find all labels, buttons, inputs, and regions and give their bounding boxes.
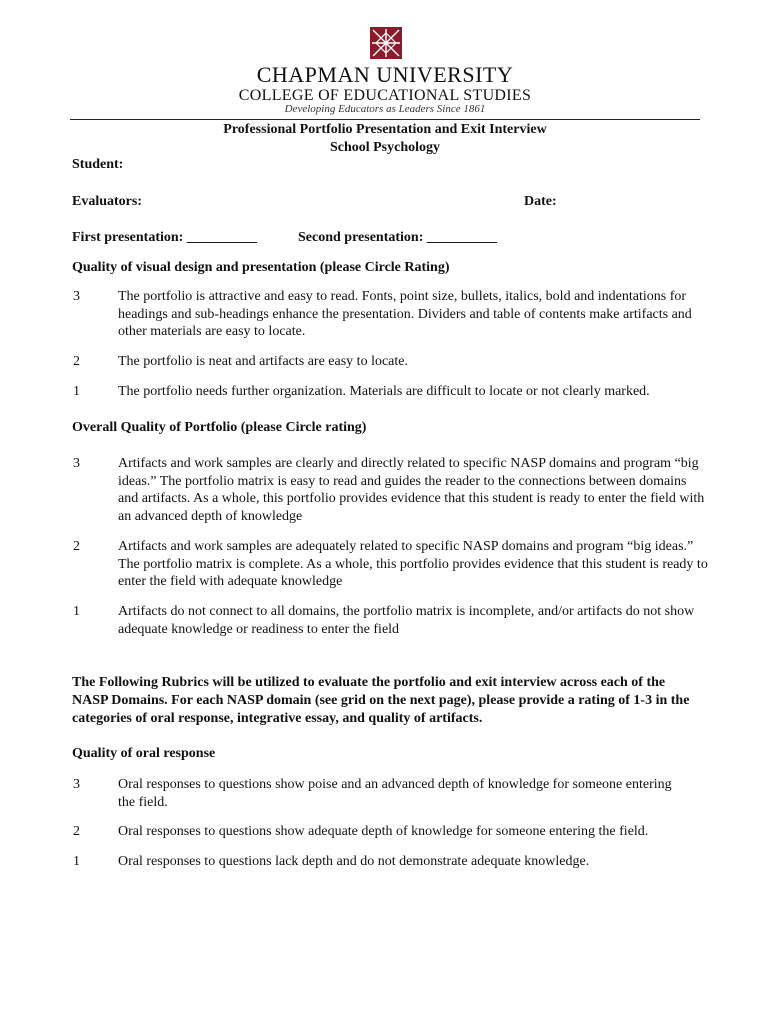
- university-name: CHAPMAN UNIVERSITY: [256, 62, 514, 87]
- page-title: Professional Portfolio Presentation and Exit Interview: [223, 122, 547, 137]
- rating-description: The portfolio needs further organization. Materials are difficult to locate or not clearly marked.: [118, 384, 650, 399]
- rating-description: Artifacts and work samples are adequately related to specific NASP domains and program “big ideas.” The portfolio matrix is complete. As a whole, this portfolio provides evidence that this student is ready to enter the field with adequate knowledge: [118, 539, 708, 589]
- rating-description: Artifacts do not connect to all domains, the portfolio matrix is incomplete, and/or artifacts do not show adequate knowledge or readiness to enter the field: [118, 604, 695, 637]
- rating-number: 3: [73, 777, 80, 792]
- tagline: Developing Educators as Leaders Since 1861: [284, 103, 486, 115]
- date-label: Date:: [524, 194, 557, 209]
- header-divider: [70, 119, 700, 120]
- college-name: COLLEGE OF EDUCATIONAL STUDIES: [238, 87, 532, 104]
- rating-number: 1: [73, 384, 80, 399]
- rating-number: 1: [73, 854, 80, 869]
- oral-response-heading: Quality of oral response: [72, 746, 216, 761]
- overall-quality-heading: Overall Quality of Portfolio (please Circle rating): [72, 420, 367, 435]
- second-presentation-field: Second presentation: __________: [298, 230, 497, 245]
- rubric-instructions: The Following Rubrics will be utilized to evaluate the portfolio and exit interview across each of the NASP Domains. For each NASP domain (see grid on the next page), please provide a rating of 1-3 in the categories of oral response, integrative essay, and quality of artifacts.: [72, 675, 690, 726]
- page-subtitle: School Psychology: [329, 140, 441, 155]
- rating-description: The portfolio is attractive and easy to read. Fonts, point size, bullets, italics, bold and indentations for headings and sub-headings enhance the presentation. Dividers and table of contents make artifacts and other materials are easy to locate.: [118, 289, 692, 339]
- rating-number: 1: [73, 604, 80, 619]
- rating-description: Oral responses to questions lack depth and do not demonstrate adequate knowledge.: [118, 854, 590, 869]
- rating-number: 2: [73, 824, 80, 839]
- visual-quality-heading: Quality of visual design and presentation (please Circle Rating): [72, 260, 450, 275]
- rating-number: 3: [73, 456, 80, 471]
- student-label: Student:: [72, 157, 124, 172]
- rating-description: Oral responses to questions show adequate depth of knowledge for someone entering the field.: [118, 824, 649, 839]
- rating-description: The portfolio is neat and artifacts are easy to locate.: [118, 354, 408, 369]
- chapman-logo-icon: [370, 27, 402, 59]
- rating-number: 2: [73, 539, 80, 554]
- rating-number: 3: [73, 289, 80, 304]
- rating-description: Oral responses to questions show poise and an advanced depth of knowledge for someone entering the field.: [118, 777, 672, 810]
- evaluators-label: Evaluators:: [72, 194, 142, 209]
- rating-number: 2: [73, 354, 80, 369]
- rating-description: Artifacts and work samples are clearly and directly related to specific NASP domains and program “big ideas.” The portfolio matrix is easy to read and guides the reader to the connections between domains and artifacts. As a whole, this portfolio provides evidence that this student is ready to enter the field with an advanced depth of knowledge: [118, 456, 705, 524]
- first-presentation-field: First presentation: __________: [72, 230, 257, 245]
